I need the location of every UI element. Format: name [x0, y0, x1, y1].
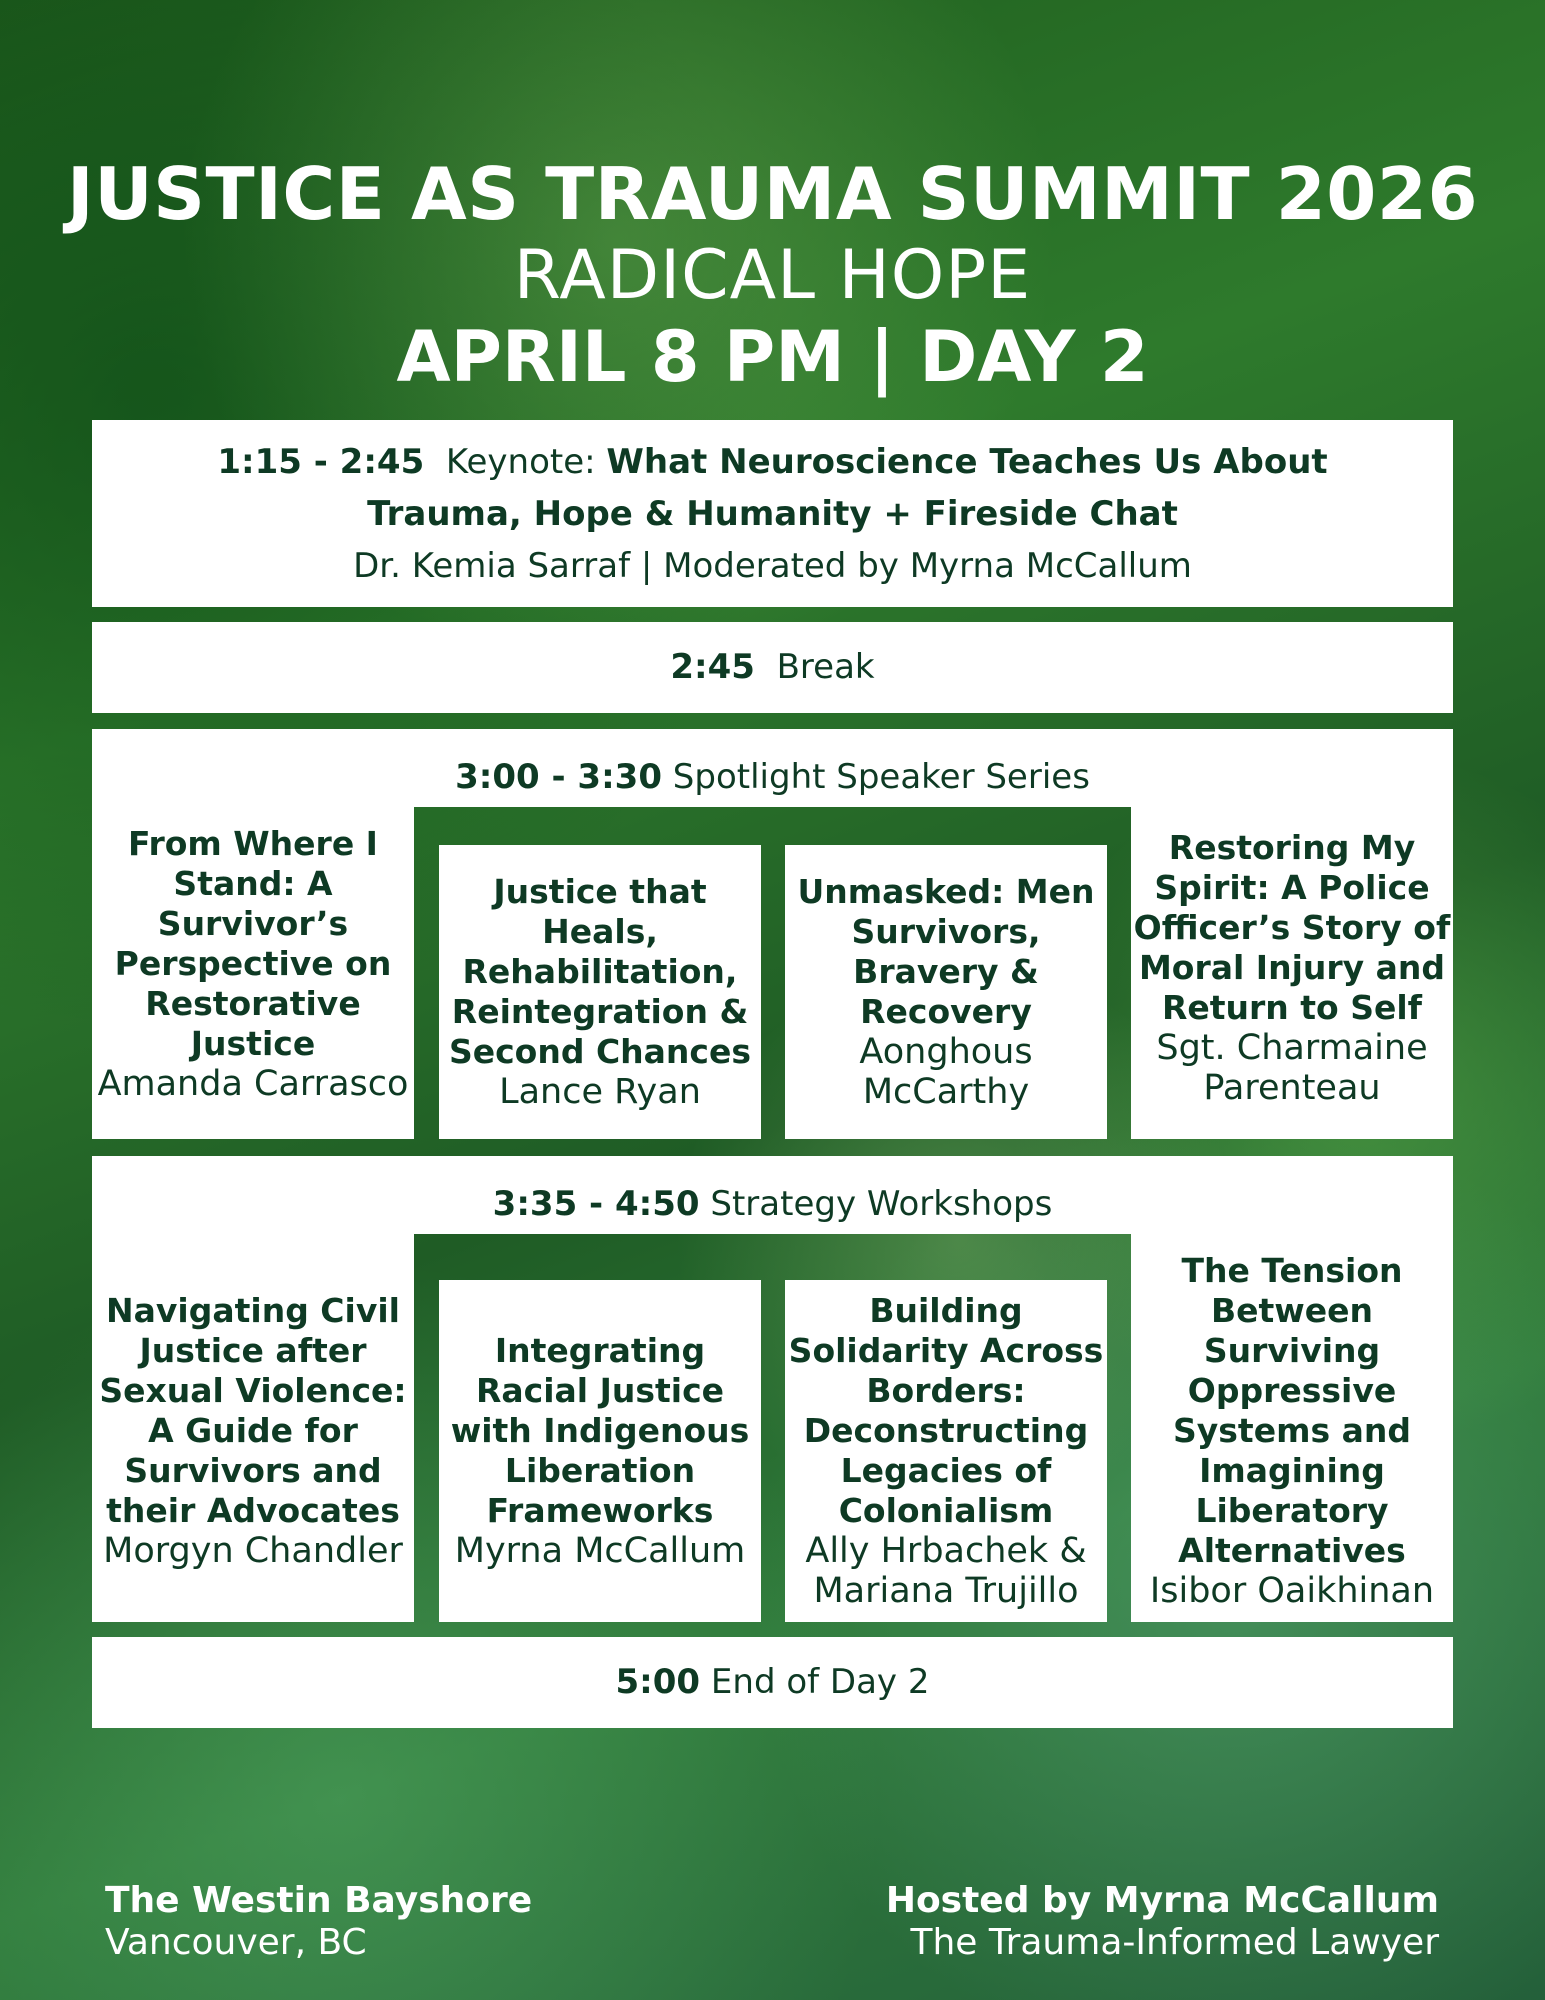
page-subtitle: RADICAL HOPE	[513, 236, 1032, 315]
workshops-label: Strategy Workshops	[710, 1184, 1053, 1224]
keynote-speakers: Dr. Kemia Sarraf | Moderated by Myrna McCallum	[353, 546, 1192, 586]
header	[0, 150, 1545, 400]
session-speaker: Ally Hrbachek & Mariana Trujillo	[805, 1531, 1087, 1611]
workshop-session	[785, 1280, 1107, 1622]
spotlight-session	[439, 845, 761, 1139]
page-title: JUSTICE AS TRAUMA SUMMIT 2026	[66, 152, 1479, 236]
break-time: 2:45	[670, 647, 755, 687]
workshop-session	[92, 1216, 414, 1622]
session-title: Justice that Heals, Rehabilitation, Reintegration & Second Chances	[448, 872, 752, 1071]
session-title: Navigating Civil Justice after Sexual Violence: A Guide for Survivors and their Advocates	[99, 1291, 407, 1530]
session-speaker: Morgyn Chandler	[103, 1531, 403, 1571]
session-title: From Where I Stand: A Survivor’s Perspective on Restorative Justice	[114, 824, 392, 1063]
session-speaker: Lance Ryan	[499, 1072, 701, 1112]
session-title: Unmasked: Men Survivors, Bravery & Recovery	[797, 872, 1095, 1031]
end-time: 5:00	[615, 1662, 701, 1702]
session-speaker: Amanda Carrasco	[97, 1064, 409, 1104]
session-title: Integrating Racial Justice with Indigenous Liberation Frameworks	[450, 1331, 750, 1530]
workshops-time: 3:35 - 4:50	[492, 1184, 700, 1224]
event-date: APRIL 8 PM | DAY 2	[396, 316, 1149, 398]
host-subtitle: The Trauma-Informed Lawyer	[910, 1922, 1439, 1963]
session-speaker: Sgt. Charmaine Parenteau	[1156, 1028, 1428, 1108]
end-label: End of Day 2	[710, 1662, 930, 1702]
workshop-session	[1131, 1216, 1453, 1622]
venue-info	[105, 1880, 532, 1964]
keynote-title-line2: Trauma, Hope & Humanity + Fireside Chat	[367, 494, 1178, 534]
break-block	[92, 622, 1453, 713]
host-name: Hosted by Myrna McCallum	[885, 1880, 1439, 1921]
spotlight-session	[92, 789, 414, 1139]
session-title: Restoring My Spirit: A Police Officer’s Story of Moral Injury and Return to Self	[1133, 828, 1451, 1027]
keynote-label: Keynote:	[445, 442, 596, 482]
venue-name: The Westin Bayshore	[105, 1880, 533, 1921]
break-label: Break	[776, 647, 875, 687]
spotlight-session	[785, 845, 1107, 1139]
session-speaker: Myrna McCallum	[454, 1531, 746, 1571]
session-title: The Tension Between Surviving Oppressive Systems and Imagining Liberatory Alternatives	[1173, 1251, 1411, 1570]
keynote-line1	[92, 436, 1453, 488]
host-info	[886, 1880, 1439, 1964]
spotlight-section	[92, 729, 1453, 1139]
venue-city: Vancouver, BC	[105, 1922, 367, 1963]
spotlight-session	[1131, 789, 1453, 1139]
session-speaker: Aonghous McCarthy	[859, 1032, 1033, 1112]
spotlight-time: 3:00 - 3:30	[455, 757, 662, 797]
keynote-block	[92, 420, 1453, 607]
spotlight-label: Spotlight Speaker Series	[672, 757, 1090, 797]
keynote-time: 1:15 - 2:45	[217, 442, 425, 482]
workshops-section	[92, 1156, 1453, 1622]
workshop-session	[439, 1280, 761, 1622]
session-speaker: Isibor Oaikhinan	[1149, 1571, 1435, 1611]
end-block	[92, 1637, 1453, 1728]
session-title: Building Solidarity Across Borders: Deconstructing Legacies of Colonialism	[788, 1291, 1104, 1530]
keynote-title-line1: What Neuroscience Teaches Us About	[606, 442, 1328, 482]
